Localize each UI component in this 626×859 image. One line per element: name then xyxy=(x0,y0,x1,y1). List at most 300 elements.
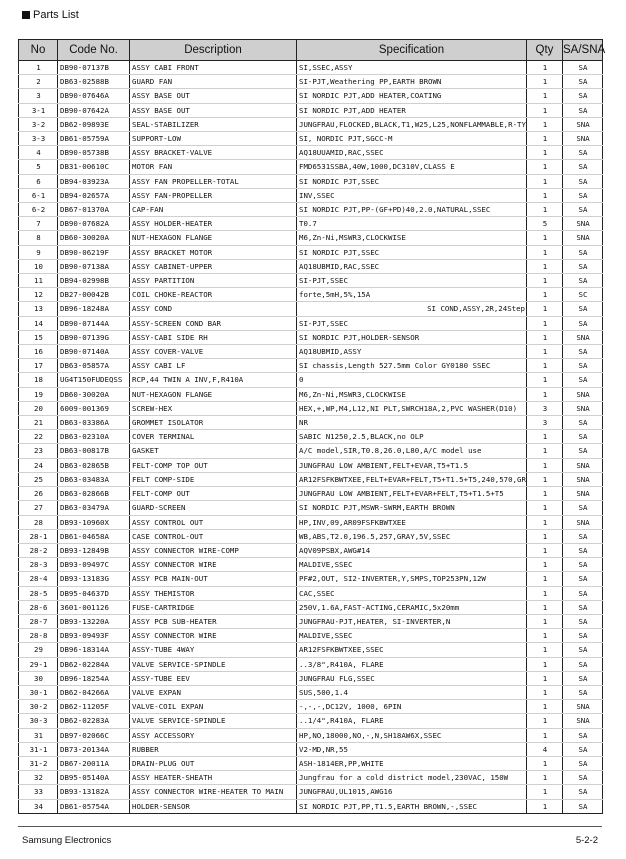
cell-sa-sna: SNA xyxy=(563,700,603,714)
table-row xyxy=(19,558,603,572)
cell-no: 30-1 xyxy=(19,685,58,699)
cell-specification: PF#2,OUT, SI2-INVERTER,Y,SMPS,TOP253PN,12W xyxy=(297,572,527,586)
parts-table-body xyxy=(19,61,603,814)
cell-description: ASSY CONNECTOR WIRE xyxy=(130,558,297,572)
cell-specification: NR xyxy=(297,416,527,430)
cell-code-no: DB62-11205F xyxy=(58,700,130,714)
cell-sa-sna: SNA xyxy=(563,132,603,146)
cell-no: 3-1 xyxy=(19,103,58,117)
table-row xyxy=(19,217,603,231)
cell-sa-sna: SA xyxy=(563,302,603,316)
cell-no: 16 xyxy=(19,345,58,359)
cell-specification: forte,5mH,5%,15A xyxy=(297,288,527,302)
cell-sa-sna: SA xyxy=(563,146,603,160)
table-row xyxy=(19,373,603,387)
cell-qty: 1 xyxy=(527,89,563,103)
table-row xyxy=(19,132,603,146)
cell-qty: 1 xyxy=(527,728,563,742)
cell-specification: SI NORDIC PJT,ADD HEATER xyxy=(297,103,527,117)
table-row xyxy=(19,600,603,614)
table-header-row xyxy=(19,40,603,61)
cell-code-no: DB62-09893E xyxy=(58,117,130,131)
cell-no: 12 xyxy=(19,288,58,302)
cell-qty: 1 xyxy=(527,700,563,714)
cell-description: ASSY FAN PROPELLER-TOTAL xyxy=(130,174,297,188)
cell-no: 19 xyxy=(19,387,58,401)
cell-description: SCREW-HEX xyxy=(130,401,297,415)
cell-sa-sna: SNA xyxy=(563,487,603,501)
cell-sa-sna: SA xyxy=(563,529,603,543)
cell-no: 6 xyxy=(19,174,58,188)
cell-description: NUT-HEXAGON FLANGE xyxy=(130,231,297,245)
cell-sa-sna: SA xyxy=(563,501,603,515)
cell-sa-sna: SA xyxy=(563,203,603,217)
cell-description: FELT-COMP TOP OUT xyxy=(130,458,297,472)
cell-sa-sna: SA xyxy=(563,572,603,586)
cell-specification: JUNGFRAU LOW AMBIENT,FELT+EVAR+FELT,T5+T1.5+T5 xyxy=(297,487,527,501)
cell-sa-sna: SNA xyxy=(563,330,603,344)
cell-sa-sna: SA xyxy=(563,174,603,188)
cell-specification: ..1/4",R410A, FLARE xyxy=(297,714,527,728)
cell-no: 20 xyxy=(19,401,58,415)
cell-description: ASSY CABI FRONT xyxy=(130,61,297,75)
cell-description: CAP-FAN xyxy=(130,203,297,217)
table-row xyxy=(19,61,603,75)
cell-description: VALVE-COIL EXPAN xyxy=(130,700,297,714)
cell-code-no: DB63-02310A xyxy=(58,430,130,444)
cell-specification: AQ18UBMID,ASSY xyxy=(297,345,527,359)
cell-no: 14 xyxy=(19,316,58,330)
cell-sa-sna: SA xyxy=(563,629,603,643)
cell-code-no: DB60-30020A xyxy=(58,231,130,245)
cell-specification: M6,Zn-Ni,MSWR3,CLOCKWISE xyxy=(297,387,527,401)
cell-description: ASSY COVER-VALVE xyxy=(130,345,297,359)
cell-description: ASSY HOLDER-HEATER xyxy=(130,217,297,231)
table-row xyxy=(19,586,603,600)
cell-code-no: 3601-001126 xyxy=(58,600,130,614)
cell-sa-sna: SA xyxy=(563,742,603,756)
cell-qty: 1 xyxy=(527,487,563,501)
table-row xyxy=(19,685,603,699)
cell-description: ASSY CONNECTOR WIRE xyxy=(130,629,297,643)
cell-code-no: DB90-07144A xyxy=(58,316,130,330)
cell-specification: AQ18UBMID,RAC,SSEC xyxy=(297,259,527,273)
cell-code-no: DB95-04637D xyxy=(58,586,130,600)
cell-sa-sna: SA xyxy=(563,416,603,430)
cell-sa-sna: SA xyxy=(563,188,603,202)
cell-qty: 1 xyxy=(527,430,563,444)
cell-qty: 1 xyxy=(527,671,563,685)
cell-no: 21 xyxy=(19,416,58,430)
cell-code-no: DB93-13182A xyxy=(58,785,130,799)
table-row xyxy=(19,700,603,714)
cell-description: ASSY BASE OUT xyxy=(130,103,297,117)
cell-code-no: DB93-09493F xyxy=(58,629,130,643)
cell-sa-sna: SA xyxy=(563,671,603,685)
cell-description: ASSY PARTITION xyxy=(130,274,297,288)
cell-no: 28-3 xyxy=(19,558,58,572)
cell-specification: M6,Zn-Ni,MSWR3,CLOCKWISE xyxy=(297,231,527,245)
cell-no: 30 xyxy=(19,671,58,685)
cell-qty: 1 xyxy=(527,614,563,628)
cell-code-no: DB96-18314A xyxy=(58,643,130,657)
table-row xyxy=(19,643,603,657)
cell-code-no: DB95-05140A xyxy=(58,771,130,785)
cell-description: ASSY BRACKET MOTOR xyxy=(130,245,297,259)
cell-specification: SI NORDIC PJT,PP,T1.5,EARTH BROWN,-,SSEC xyxy=(297,799,527,813)
cell-qty: 1 xyxy=(527,231,563,245)
cell-qty: 3 xyxy=(527,401,563,415)
cell-specification: HP,INV,09,AR09FSFKBWTXEE xyxy=(297,515,527,529)
table-row xyxy=(19,117,603,131)
cell-code-no: UG4T150FUDEQSS xyxy=(58,373,130,387)
cell-qty: 1 xyxy=(527,203,563,217)
table-row xyxy=(19,103,603,117)
cell-no: 5 xyxy=(19,160,58,174)
cell-code-no: DB90-07642A xyxy=(58,103,130,117)
cell-qty: 1 xyxy=(527,103,563,117)
cell-no: 26 xyxy=(19,487,58,501)
cell-description: RCP,44 TWIN A INV,F,R410A xyxy=(130,373,297,387)
cell-no: 15 xyxy=(19,330,58,344)
cell-specification: SABIC N1250,2.5,BLACK,no OLP xyxy=(297,430,527,444)
table-row xyxy=(19,472,603,486)
cell-description: ASSY FAN-PROPELLER xyxy=(130,188,297,202)
cell-sa-sna: SNA xyxy=(563,472,603,486)
footer-company: Samsung Electronics xyxy=(22,835,112,846)
cell-no: 28-2 xyxy=(19,543,58,557)
table-row xyxy=(19,330,603,344)
cell-code-no: DB63-02588B xyxy=(58,75,130,89)
cell-specification: SI, NORDIC PJT,SGCC-M xyxy=(297,132,527,146)
cell-description: ASSY-TUBE EEV xyxy=(130,671,297,685)
parts-table xyxy=(18,39,606,814)
cell-code-no: DB96-18254A xyxy=(58,671,130,685)
cell-description: VALVE SERVICE-SPINDLE xyxy=(130,714,297,728)
cell-code-no: DB94-02657A xyxy=(58,188,130,202)
cell-sa-sna: SA xyxy=(563,558,603,572)
cell-qty: 1 xyxy=(527,785,563,799)
cell-specification: SI NORDIC PJT,MSWR-SWRM,EARTH BROWN xyxy=(297,501,527,515)
cell-code-no: DB62-02283A xyxy=(58,714,130,728)
cell-no: 4 xyxy=(19,146,58,160)
cell-no: 29-1 xyxy=(19,657,58,671)
cell-description: FUSE-CARTRIDGE xyxy=(130,600,297,614)
footer-page-number: 5-2-2 xyxy=(575,835,598,846)
cell-description: ASSY BASE OUT xyxy=(130,89,297,103)
cell-no: 31-1 xyxy=(19,742,58,756)
cell-qty: 1 xyxy=(527,160,563,174)
cell-specification: SI NORDIC PJT,HOLDER-SENSOR xyxy=(297,330,527,344)
cell-specification: SI chassis,Length 527.5mm Color GY0180 SSEC xyxy=(297,359,527,373)
table-row xyxy=(19,75,603,89)
cell-description: FELT-COMP OUT xyxy=(130,487,297,501)
table-row xyxy=(19,416,603,430)
cell-qty: 1 xyxy=(527,629,563,643)
cell-sa-sna: SA xyxy=(563,160,603,174)
cell-specification: SUS,500,1.4 xyxy=(297,685,527,699)
cell-code-no: DB61-05754A xyxy=(58,799,130,813)
cell-no: 3-3 xyxy=(19,132,58,146)
cell-qty: 1 xyxy=(527,117,563,131)
cell-code-no: DB94-03923A xyxy=(58,174,130,188)
cell-specification: SI NORDIC PJT,PP-(GF+PD)40,2.0,NATURAL,SSEC xyxy=(297,203,527,217)
cell-specification: SI NORDIC PJT,SSEC xyxy=(297,174,527,188)
cell-specification: MALDIVE,SSEC xyxy=(297,629,527,643)
cell-code-no: DB63-00817B xyxy=(58,444,130,458)
cell-description: ASSY COND xyxy=(130,302,297,316)
cell-description: GUARD FAN xyxy=(130,75,297,89)
cell-description: MOTOR FAN xyxy=(130,160,297,174)
cell-sa-sna: SA xyxy=(563,61,603,75)
cell-qty: 1 xyxy=(527,558,563,572)
cell-specification: CAC,SSEC xyxy=(297,586,527,600)
table-row xyxy=(19,188,603,202)
cell-specification: Jungfrau for a cold district model,230VAC, 150W xyxy=(297,771,527,785)
col-header-qty: Qty xyxy=(527,40,563,61)
cell-qty: 1 xyxy=(527,345,563,359)
cell-no: 9 xyxy=(19,245,58,259)
cell-specification: INV,SSEC xyxy=(297,188,527,202)
table-row xyxy=(19,529,603,543)
cell-code-no: 6009-001369 xyxy=(58,401,130,415)
cell-sa-sna: SA xyxy=(563,600,603,614)
cell-sa-sna: SA xyxy=(563,771,603,785)
cell-description: SEAL-STABILIZER xyxy=(130,117,297,131)
cell-specification: T0.7 xyxy=(297,217,527,231)
cell-sa-sna: SA xyxy=(563,728,603,742)
cell-specification: HEX,+,WP,M4,L12,NI PLT,SWRCH18A,2,PVC WASHER(D10) xyxy=(297,401,527,415)
cell-specification: AQ18UUAMID,RAC,SSEC xyxy=(297,146,527,160)
parts-table-wrapper xyxy=(18,39,606,814)
cell-sa-sna: SA xyxy=(563,444,603,458)
cell-specification: SI-PJT,Weathering PP,EARTH BROWN xyxy=(297,75,527,89)
table-row xyxy=(19,756,603,770)
table-row xyxy=(19,89,603,103)
col-header-description: Description xyxy=(130,40,297,61)
cell-sa-sna: SA xyxy=(563,245,603,259)
cell-sa-sna: SA xyxy=(563,373,603,387)
cell-code-no: DB90-07139G xyxy=(58,330,130,344)
table-row xyxy=(19,316,603,330)
cell-specification: AR12FSFKBWTXEE,SSEC xyxy=(297,643,527,657)
cell-code-no: DB90-06219F xyxy=(58,245,130,259)
table-row xyxy=(19,444,603,458)
cell-no: 28-8 xyxy=(19,629,58,643)
table-row xyxy=(19,430,603,444)
table-row xyxy=(19,259,603,273)
cell-code-no: DB63-03386A xyxy=(58,416,130,430)
cell-sa-sna: SA xyxy=(563,103,603,117)
table-row xyxy=(19,543,603,557)
col-header-no: No xyxy=(19,40,58,61)
cell-code-no: DB93-12849B xyxy=(58,543,130,557)
cell-description: COIL CHOKE-REACTOR xyxy=(130,288,297,302)
cell-sa-sna: SNA xyxy=(563,515,603,529)
col-header-specification: Specification xyxy=(297,40,527,61)
cell-no: 24 xyxy=(19,458,58,472)
cell-specification: -,-,-,DC12V, 1000, 6PIN xyxy=(297,700,527,714)
cell-sa-sna: SA xyxy=(563,785,603,799)
cell-description: ASSY-SCREEN COND BAR xyxy=(130,316,297,330)
cell-qty: 1 xyxy=(527,572,563,586)
cell-no: 30-3 xyxy=(19,714,58,728)
footer-divider xyxy=(18,826,602,827)
cell-specification: MALDIVE,SSEC xyxy=(297,558,527,572)
cell-code-no: DB90-07682A xyxy=(58,217,130,231)
table-row xyxy=(19,160,603,174)
cell-qty: 1 xyxy=(527,643,563,657)
cell-description: FELT COMP-SIDE xyxy=(130,472,297,486)
cell-no: 28 xyxy=(19,515,58,529)
table-row xyxy=(19,458,603,472)
cell-code-no: DB90-07138A xyxy=(58,259,130,273)
cell-no: 3 xyxy=(19,89,58,103)
table-row xyxy=(19,572,603,586)
cell-no: 28-4 xyxy=(19,572,58,586)
cell-no: 23 xyxy=(19,444,58,458)
cell-description: VALVE SERVICE-SPINDLE xyxy=(130,657,297,671)
cell-sa-sna: SA xyxy=(563,586,603,600)
col-header-sa-sna: SA/SNA xyxy=(563,40,603,61)
cell-code-no: DB67-20011A xyxy=(58,756,130,770)
page-title: Parts List xyxy=(33,9,79,21)
cell-sa-sna: SNA xyxy=(563,458,603,472)
table-row xyxy=(19,245,603,259)
cell-qty: 1 xyxy=(527,515,563,529)
table-row xyxy=(19,302,603,316)
cell-sa-sna: SA xyxy=(563,799,603,813)
cell-no: 17 xyxy=(19,359,58,373)
cell-qty: 1 xyxy=(527,799,563,813)
cell-no: 33 xyxy=(19,785,58,799)
cell-qty: 1 xyxy=(527,259,563,273)
cell-sa-sna: SA xyxy=(563,430,603,444)
cell-description: ASSY ACCESSORY xyxy=(130,728,297,742)
cell-code-no: DB93-13183G xyxy=(58,572,130,586)
cell-code-no: DB97-02066C xyxy=(58,728,130,742)
cell-no: 18 xyxy=(19,373,58,387)
cell-code-no: DB93-13220A xyxy=(58,614,130,628)
cell-specification: 0 xyxy=(297,373,527,387)
cell-qty: 1 xyxy=(527,387,563,401)
table-row xyxy=(19,671,603,685)
table-row xyxy=(19,771,603,785)
cell-qty: 1 xyxy=(527,586,563,600)
cell-no: 6-2 xyxy=(19,203,58,217)
cell-description: ASSY PCB SUB-HEATER xyxy=(130,614,297,628)
cell-no: 29 xyxy=(19,643,58,657)
cell-code-no: DB90-07646A xyxy=(58,89,130,103)
cell-description: RUBBER xyxy=(130,742,297,756)
cell-sa-sna: SNA xyxy=(563,401,603,415)
cell-qty: 1 xyxy=(527,330,563,344)
cell-sa-sna: SA xyxy=(563,614,603,628)
cell-specification: HP,NO,18000,NO,-,N,SH18AW6X,SSEC xyxy=(297,728,527,742)
cell-sa-sna: SNA xyxy=(563,231,603,245)
cell-specification: AQV09PSBX,AWG#14 xyxy=(297,543,527,557)
cell-code-no: DB93-10960X xyxy=(58,515,130,529)
square-bullet-icon xyxy=(22,11,30,19)
cell-sa-sna: SA xyxy=(563,89,603,103)
cell-code-no: DB90-05738B xyxy=(58,146,130,160)
table-row xyxy=(19,515,603,529)
cell-sa-sna: SA xyxy=(563,657,603,671)
table-row xyxy=(19,274,603,288)
cell-description: GROMMET ISOLATOR xyxy=(130,416,297,430)
cell-code-no: DB63-02865B xyxy=(58,458,130,472)
cell-qty: 5 xyxy=(527,217,563,231)
cell-sa-sna: SA xyxy=(563,316,603,330)
cell-code-no: DB63-02866B xyxy=(58,487,130,501)
cell-description: HOLDER-SENSOR xyxy=(130,799,297,813)
cell-code-no: DB63-03483A xyxy=(58,472,130,486)
cell-no: 32 xyxy=(19,771,58,785)
cell-sa-sna: SA xyxy=(563,643,603,657)
cell-sa-sna: SA xyxy=(563,345,603,359)
cell-specification: SI NORDIC PJT,ADD HEATER,COATING xyxy=(297,89,527,103)
cell-qty: 1 xyxy=(527,61,563,75)
cell-no: 11 xyxy=(19,274,58,288)
cell-code-no: DB90-07140A xyxy=(58,345,130,359)
cell-specification: 250V,1.6A,FAST-ACTING,CERAMIC,5x20mm xyxy=(297,600,527,614)
cell-qty: 1 xyxy=(527,756,563,770)
cell-sa-sna: SA xyxy=(563,359,603,373)
cell-qty: 1 xyxy=(527,188,563,202)
cell-no: 25 xyxy=(19,472,58,486)
cell-sa-sna: SA xyxy=(563,756,603,770)
cell-qty: 1 xyxy=(527,316,563,330)
cell-no: 28-5 xyxy=(19,586,58,600)
cell-sa-sna: SA xyxy=(563,259,603,273)
cell-sa-sna: SA xyxy=(563,75,603,89)
cell-description: ASSY BRACKET-VALVE xyxy=(130,146,297,160)
cell-specification: JUNGFRAU LOW AMBIENT,FELT+EVAR,T5+T1.5 xyxy=(297,458,527,472)
cell-qty: 1 xyxy=(527,458,563,472)
cell-code-no: DB73-20134A xyxy=(58,742,130,756)
cell-description: ASSY CABINET-UPPER xyxy=(130,259,297,273)
cell-no: 22 xyxy=(19,430,58,444)
cell-qty: 1 xyxy=(527,600,563,614)
cell-qty: 1 xyxy=(527,771,563,785)
cell-qty: 1 xyxy=(527,146,563,160)
cell-sa-sna: SNA xyxy=(563,714,603,728)
cell-specification: JUNGFRAU,UL1015,AWG16 xyxy=(297,785,527,799)
cell-specification: SI NORDIC PJT,SSEC xyxy=(297,245,527,259)
table-row xyxy=(19,742,603,756)
cell-description: ASSY CONTROL OUT xyxy=(130,515,297,529)
cell-code-no: DB94-02998B xyxy=(58,274,130,288)
cell-specification: JUNGFRAU FLG,SSEC xyxy=(297,671,527,685)
cell-description: ASSY PCB MAIN-OUT xyxy=(130,572,297,586)
cell-no: 7 xyxy=(19,217,58,231)
table-row xyxy=(19,487,603,501)
cell-specification: SI-PJT,SSEC xyxy=(297,316,527,330)
parts-list-header xyxy=(22,9,79,21)
cell-no: 10 xyxy=(19,259,58,273)
cell-description: ASSY-TUBE 4WAY xyxy=(130,643,297,657)
cell-specification: A/C model,SIR,T0.8,26.0,L80,A/C model use xyxy=(297,444,527,458)
table-row xyxy=(19,657,603,671)
cell-qty: 1 xyxy=(527,529,563,543)
cell-qty: 1 xyxy=(527,543,563,557)
cell-qty: 1 xyxy=(527,657,563,671)
cell-no: 27 xyxy=(19,501,58,515)
cell-description: VALVE EXPAN xyxy=(130,685,297,699)
cell-no: 1 xyxy=(19,61,58,75)
cell-no: 31-2 xyxy=(19,756,58,770)
cell-code-no: DB96-18248A xyxy=(58,302,130,316)
